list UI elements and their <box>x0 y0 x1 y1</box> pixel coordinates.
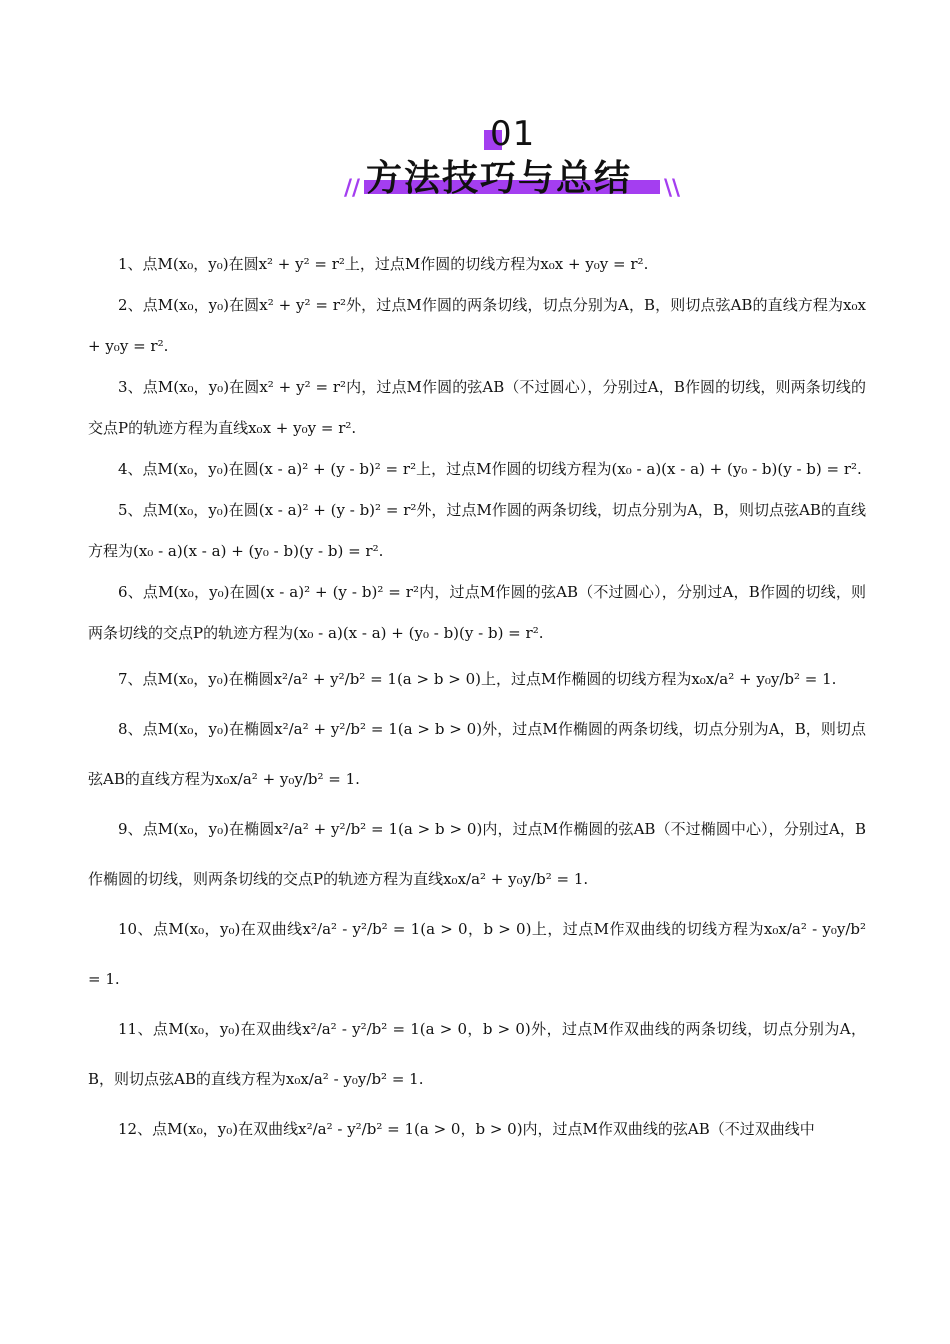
section-header <box>0 0 950 220</box>
list-item: 3、点M(x₀，y₀)在圆x² + y² = r²内，过点M作圆的弦AB（不过圆心），分别过A，B作圆的切线，则两条切线的交点P的轨迹方程为直线x₀x + y₀y = r². <box>88 378 866 437</box>
list-item: 2、点M(x₀，y₀)在圆x² + y² = r²外，过点M作圆的两条切线，切点分别为A，B，则切点弦AB的直线方程为x₀x + y₀y = r². <box>88 296 866 355</box>
list-item: 12、点M(x₀，y₀)在双曲线x²/a² - y²/b² = 1(a > 0，b > 0)内，过点M作双曲线的弦AB（不过双曲线中 <box>118 1120 815 1138</box>
section-number: 01 <box>490 114 536 154</box>
list-item: 6、点M(x₀，y₀)在圆(x - a)² + (y - b)² = r²内，过点M作圆的弦AB（不过圆心），分别过A，B作圆的切线，则两条切线的交点P的轨迹方程为(x₀ - a)(x - a) + (y₀ - b)(y - b) = r². <box>88 583 866 642</box>
list-item: 7、点M(x₀，y₀)在椭圆x²/a² + y²/b² = 1(a > b > 0)上，过点M作椭圆的切线方程为x₀x/a² + y₀y/b² = 1. <box>118 670 837 688</box>
list-item: 9、点M(x₀，y₀)在椭圆x²/a² + y²/b² = 1(a > b > 0)内，过点M作椭圆的弦AB（不过椭圆中心），分别过A，B作椭圆的切线，则两条切线的交点P的轨迹方程为直线x₀x/a² + y₀y/b² = 1. <box>88 820 866 888</box>
decor-slash-left: // <box>344 176 361 201</box>
list-item: 5、点M(x₀，y₀)在圆(x - a)² + (y - b)² = r²外，过点M作圆的两条切线，切点分别为A，B，则切点弦AB的直线方程为(x₀ - a)(x - a) + (y₀ - b)(y - b) = r². <box>88 501 866 560</box>
list-item: 11、点M(x₀，y₀)在双曲线x²/a² - y²/b² = 1(a > 0，b > 0)外，过点M作双曲线的两条切线，切点分别为A，B，则切点弦AB的直线方程为x₀x/a² - y₀y/b² = 1. <box>88 1020 866 1088</box>
list-item: 4、点M(x₀，y₀)在圆(x - a)² + (y - b)² = r²上，过点M作圆的切线方程为(x₀ - a)(x - a) + (y₀ - b)(y - b) = r². <box>118 460 862 478</box>
section-title: 方法技巧与总结 <box>366 158 633 199</box>
summary-list <box>88 244 866 1154</box>
decor-slash-right: \\ <box>664 176 681 201</box>
list-item: 10、点M(x₀，y₀)在双曲线x²/a² - y²/b² = 1(a > 0，b > 0)上，过点M作双曲线的切线方程为x₀x/a² - y₀y/b² = 1. <box>88 920 866 988</box>
list-item: 8、点M(x₀，y₀)在椭圆x²/a² + y²/b² = 1(a > b > 0)外，过点M作椭圆的两条切线，切点分别为A，B，则切点弦AB的直线方程为x₀x/a² + y₀y/b² = 1. <box>88 720 866 788</box>
list-item: 1、点M(x₀，y₀)在圆x² + y² = r²上，过点M作圆的切线方程为x₀x + y₀y = r². <box>118 255 649 273</box>
